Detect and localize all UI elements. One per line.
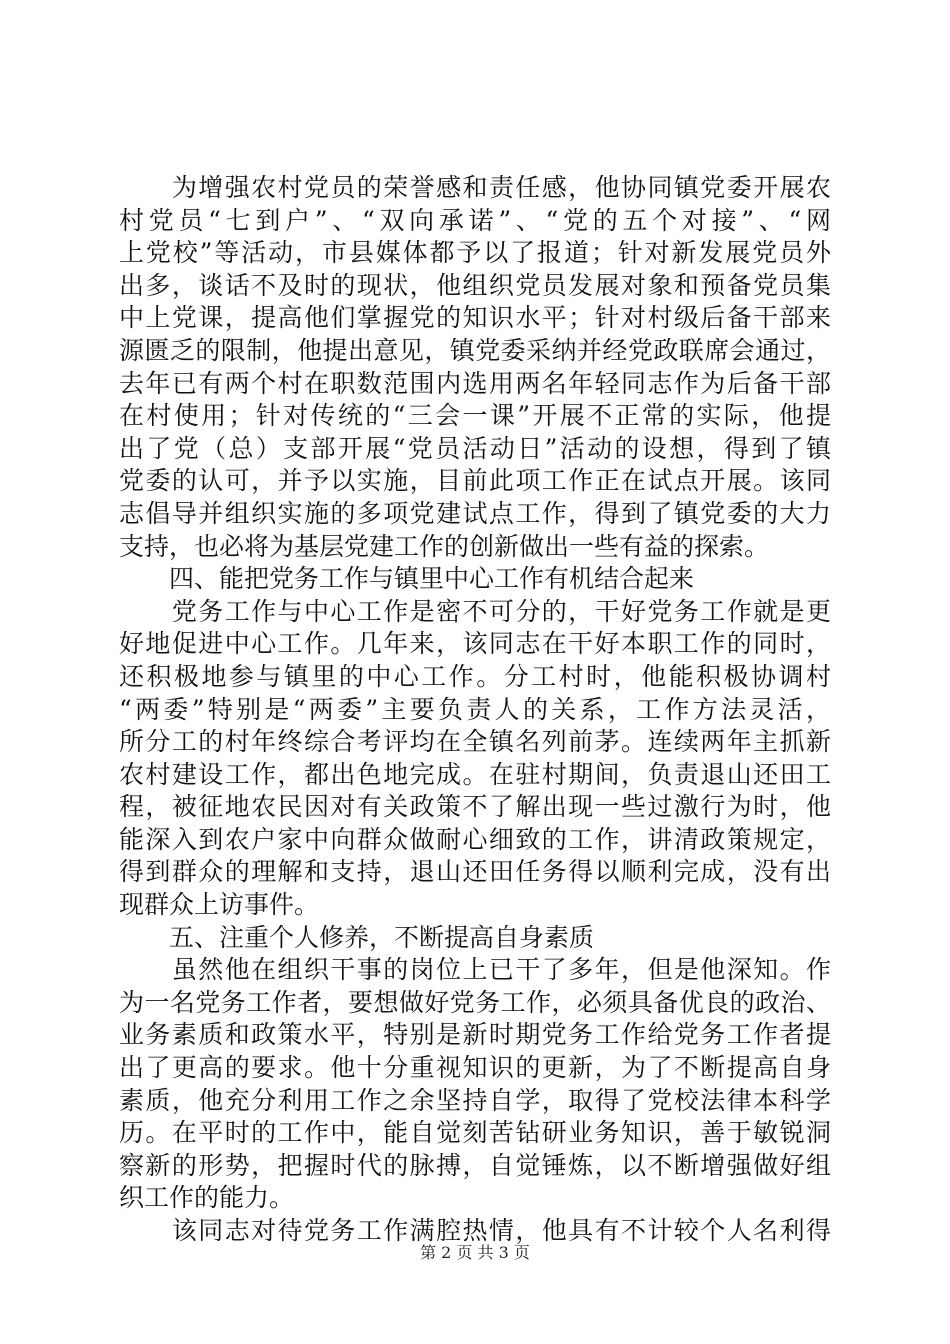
- text-line: 历。在平时的工作中，能自觉刻苦钻研业务知识，善于敏锐洞: [119, 1118, 831, 1148]
- text-line: 还积极地参与镇里的中心工作。分工村时，他能积极协调村: [119, 661, 831, 691]
- text-line: 虽然他在组织干事的岗位上已干了多年，但是他深知。作: [119, 955, 831, 985]
- text-line: 志倡导并组织实施的多项党建试点工作，得到了镇党委的大力: [119, 498, 831, 528]
- page-footer: 第 2 页 共 3 页: [420, 1243, 530, 1262]
- text-line: 为一名党务工作者，要想做好党务工作，必须具备优良的政治、: [119, 987, 831, 1017]
- text-line: 上党校”等活动，市县媒体都予以了报道；针对新发展党员外: [119, 238, 831, 268]
- text-line: 业务素质和政策水平，特别是新时期党务工作给党务工作者提: [119, 1020, 831, 1050]
- text-line: 四、能把党务工作与镇里中心工作有机结合起来: [119, 564, 695, 594]
- text-line: 该同志对待党务工作满腔热情，他具有不计较个人名利得: [119, 1216, 831, 1245]
- text-line: 程，被征地农民因对有关政策不了解出现一些过激行为时，他: [119, 792, 831, 822]
- text-line: 党委的认可，并予以实施，目前此项工作正在试点开展。该同: [119, 466, 831, 496]
- text-line: 中上党课，提高他们掌握党的知识水平；针对村级后备干部来: [119, 303, 831, 333]
- text-line: 为增强农村党员的荣誉感和责任感，他协同镇党委开展农: [119, 173, 831, 202]
- text-line: 好地促进中心工作。几年来，该同志在干好本职工作的同时，: [119, 629, 831, 659]
- text-line: 现群众上访事件。: [119, 890, 320, 920]
- text-line: 出了更高的要求。他十分重视知识的更新，为了不断提高自身: [119, 1053, 831, 1083]
- text-line: 在村使用；针对传统的“三会一课”开展不正常的实际，他提: [119, 401, 831, 431]
- text-line: 源匮乏的限制，他提出意见，镇党委采纳并经党政联席会通过，: [119, 335, 831, 365]
- text-line: 农村建设工作，都出色地完成。在驻村期间，负责退山还田工: [119, 759, 831, 789]
- text-line: 能深入到农户家中向群众做耐心细致的工作，讲清政策规定，: [119, 824, 831, 854]
- text-line: “两委”特别是“两委”主要负责人的关系，工作方法灵活，: [119, 694, 831, 724]
- text-line: 素质，他充分利用工作之余坚持自学，取得了党校法律本科学: [119, 1085, 831, 1115]
- text-line: 出多，谈话不及时的现状，他组织党员发展对象和预备党员集: [119, 270, 831, 300]
- text-line: 去年已有两个村在职数范围内选用两名年轻同志作为后备干部: [119, 368, 831, 398]
- text-line: 村党员“七到户”、“双向承诺”、“党的五个对接”、“网: [119, 205, 831, 235]
- text-line: 察新的形势，把握时代的脉搏，自觉锤炼，以不断增强做好组: [119, 1150, 831, 1180]
- text-line: 得到群众的理解和支持，退山还田任务得以顺利完成，没有出: [119, 857, 831, 887]
- text-line: 出了党（总）支部开展“党员活动日”活动的设想，得到了镇: [119, 433, 831, 463]
- text-line: 所分工的村年终综合考评均在全镇名列前茅。连续两年主抓新: [119, 727, 831, 757]
- text-line: 织工作的能力。: [119, 1183, 295, 1213]
- text-line: 支持，也必将为基层党建工作的创新做出一些有益的探索。: [119, 531, 770, 561]
- text-line: 五、注重个人修养，不断提高自身素质: [119, 922, 595, 952]
- text-line: 党务工作与中心工作是密不可分的，干好党务工作就是更: [119, 596, 831, 626]
- document-body: [119, 172, 831, 1248]
